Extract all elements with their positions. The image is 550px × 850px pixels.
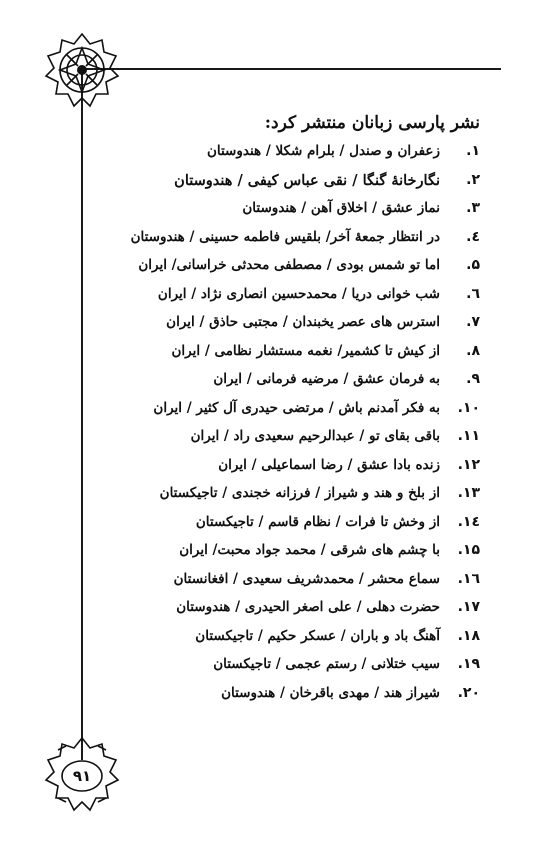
item-number: ١٤. (457, 513, 480, 530)
item-number: ۱۸. (457, 627, 480, 644)
rosette-ornament-top (44, 32, 120, 112)
item-number: ۲. (466, 171, 480, 188)
item-number: ۷. (466, 314, 480, 330)
list-item (100, 143, 480, 165)
list-item (100, 371, 480, 393)
item-text: شب خوانی دریا / محمدحسین انصاری نژاد / ایران (157, 285, 440, 302)
list-item (100, 599, 480, 621)
list-item (100, 628, 480, 650)
item-text: نگارخانۀ گنگا / نقی عباس کیفی / هندوستان (174, 171, 440, 189)
list-item (100, 571, 480, 593)
list-heading: نشر پارسی زبانان منتشر کرد: (264, 113, 480, 133)
frame-horizontal-line (81, 68, 501, 70)
item-number: ۱۵. (457, 542, 480, 558)
item-text: شیراز هند / مهدی باقرخان / هندوستان (221, 684, 440, 701)
item-number: ۱۷. (457, 599, 480, 615)
item-text: به فرمان عشق / مرضیه فرمانی / ایران (213, 371, 440, 387)
item-text: از کیش تا کشمیر/ نغمه مستشار نظامی / ایران (171, 342, 440, 359)
list-item (100, 485, 480, 507)
item-text: نماز عشق / اخلاق آهن / هندوستان (242, 200, 440, 216)
item-text: زعفران و صندل / بلرام شکلا / هندوستان (206, 143, 440, 159)
list-item (100, 514, 480, 536)
item-number: ۱۲. (457, 456, 480, 473)
item-number: ۳. (466, 200, 480, 216)
list-item (100, 200, 480, 222)
item-number: ۱۹. (457, 656, 480, 672)
item-text: از وخش تا فرات / نظام قاسم / تاجیکستان (195, 513, 440, 530)
item-text: اما تو شمس بودی / مصطفی محدثی خراسانی/ ایران (138, 257, 440, 273)
list-item (100, 457, 480, 479)
item-text: در انتظار جمعۀ آخر/ بلقیس فاطمه حسینی / هندوستان (130, 228, 440, 245)
item-number: ۱۱. (457, 428, 480, 444)
item-number: ۱۳. (457, 485, 480, 501)
list-item (100, 656, 480, 678)
item-text: سماع محشر / محمدشریف سعیدی / افغانستان (173, 570, 440, 587)
item-text: سیب ختلانی / رستم عجمی / تاجیکستان (213, 656, 440, 672)
list-item (100, 343, 480, 365)
list-item (100, 542, 480, 564)
item-number: ۱٦. (457, 570, 480, 587)
item-text: از بلخ و هند و شیراز / فرزانه خجندی / تاجیکستان (159, 485, 440, 501)
list-item (100, 428, 480, 450)
list-item (100, 172, 480, 194)
item-number: ۹. (466, 371, 480, 387)
list-item (100, 286, 480, 308)
item-text: زنده بادا عشق / رضا اسماعیلی / ایران (218, 456, 440, 473)
item-text: به فکر آمدنم باش / مرتضی حیدری آل کثیر / ایران (153, 399, 440, 416)
item-number: ٤. (466, 228, 480, 245)
item-number: ۸. (466, 342, 480, 359)
item-text: با چشم های شرقی / محمد جواد محبت/ ایران (179, 542, 440, 558)
item-number: ۱. (466, 143, 480, 159)
item-number: ٦. (466, 285, 480, 302)
list-item (100, 229, 480, 251)
item-number: ۵. (466, 257, 480, 273)
item-text: باقی بقای تو / عبدالرحیم سعیدی راد / ایران (190, 428, 440, 444)
frame-vertical-line (81, 70, 83, 760)
list-item (100, 400, 480, 422)
item-text: آهنگ باد و باران / عسکر حکیم / تاجیکستان (195, 627, 440, 644)
item-number: ۱۰. (457, 399, 480, 416)
list-item (100, 257, 480, 279)
list-item (100, 685, 480, 707)
page-number: ۹۱ (72, 767, 92, 785)
list-item (100, 314, 480, 336)
item-text: استرس های عصر یخبندان / مجتبی حاذق / ایران (166, 314, 440, 330)
item-text: حضرت دهلی / علی اصغر الحیدری / هندوستان (176, 599, 440, 615)
item-number: ۲۰. (457, 684, 480, 701)
